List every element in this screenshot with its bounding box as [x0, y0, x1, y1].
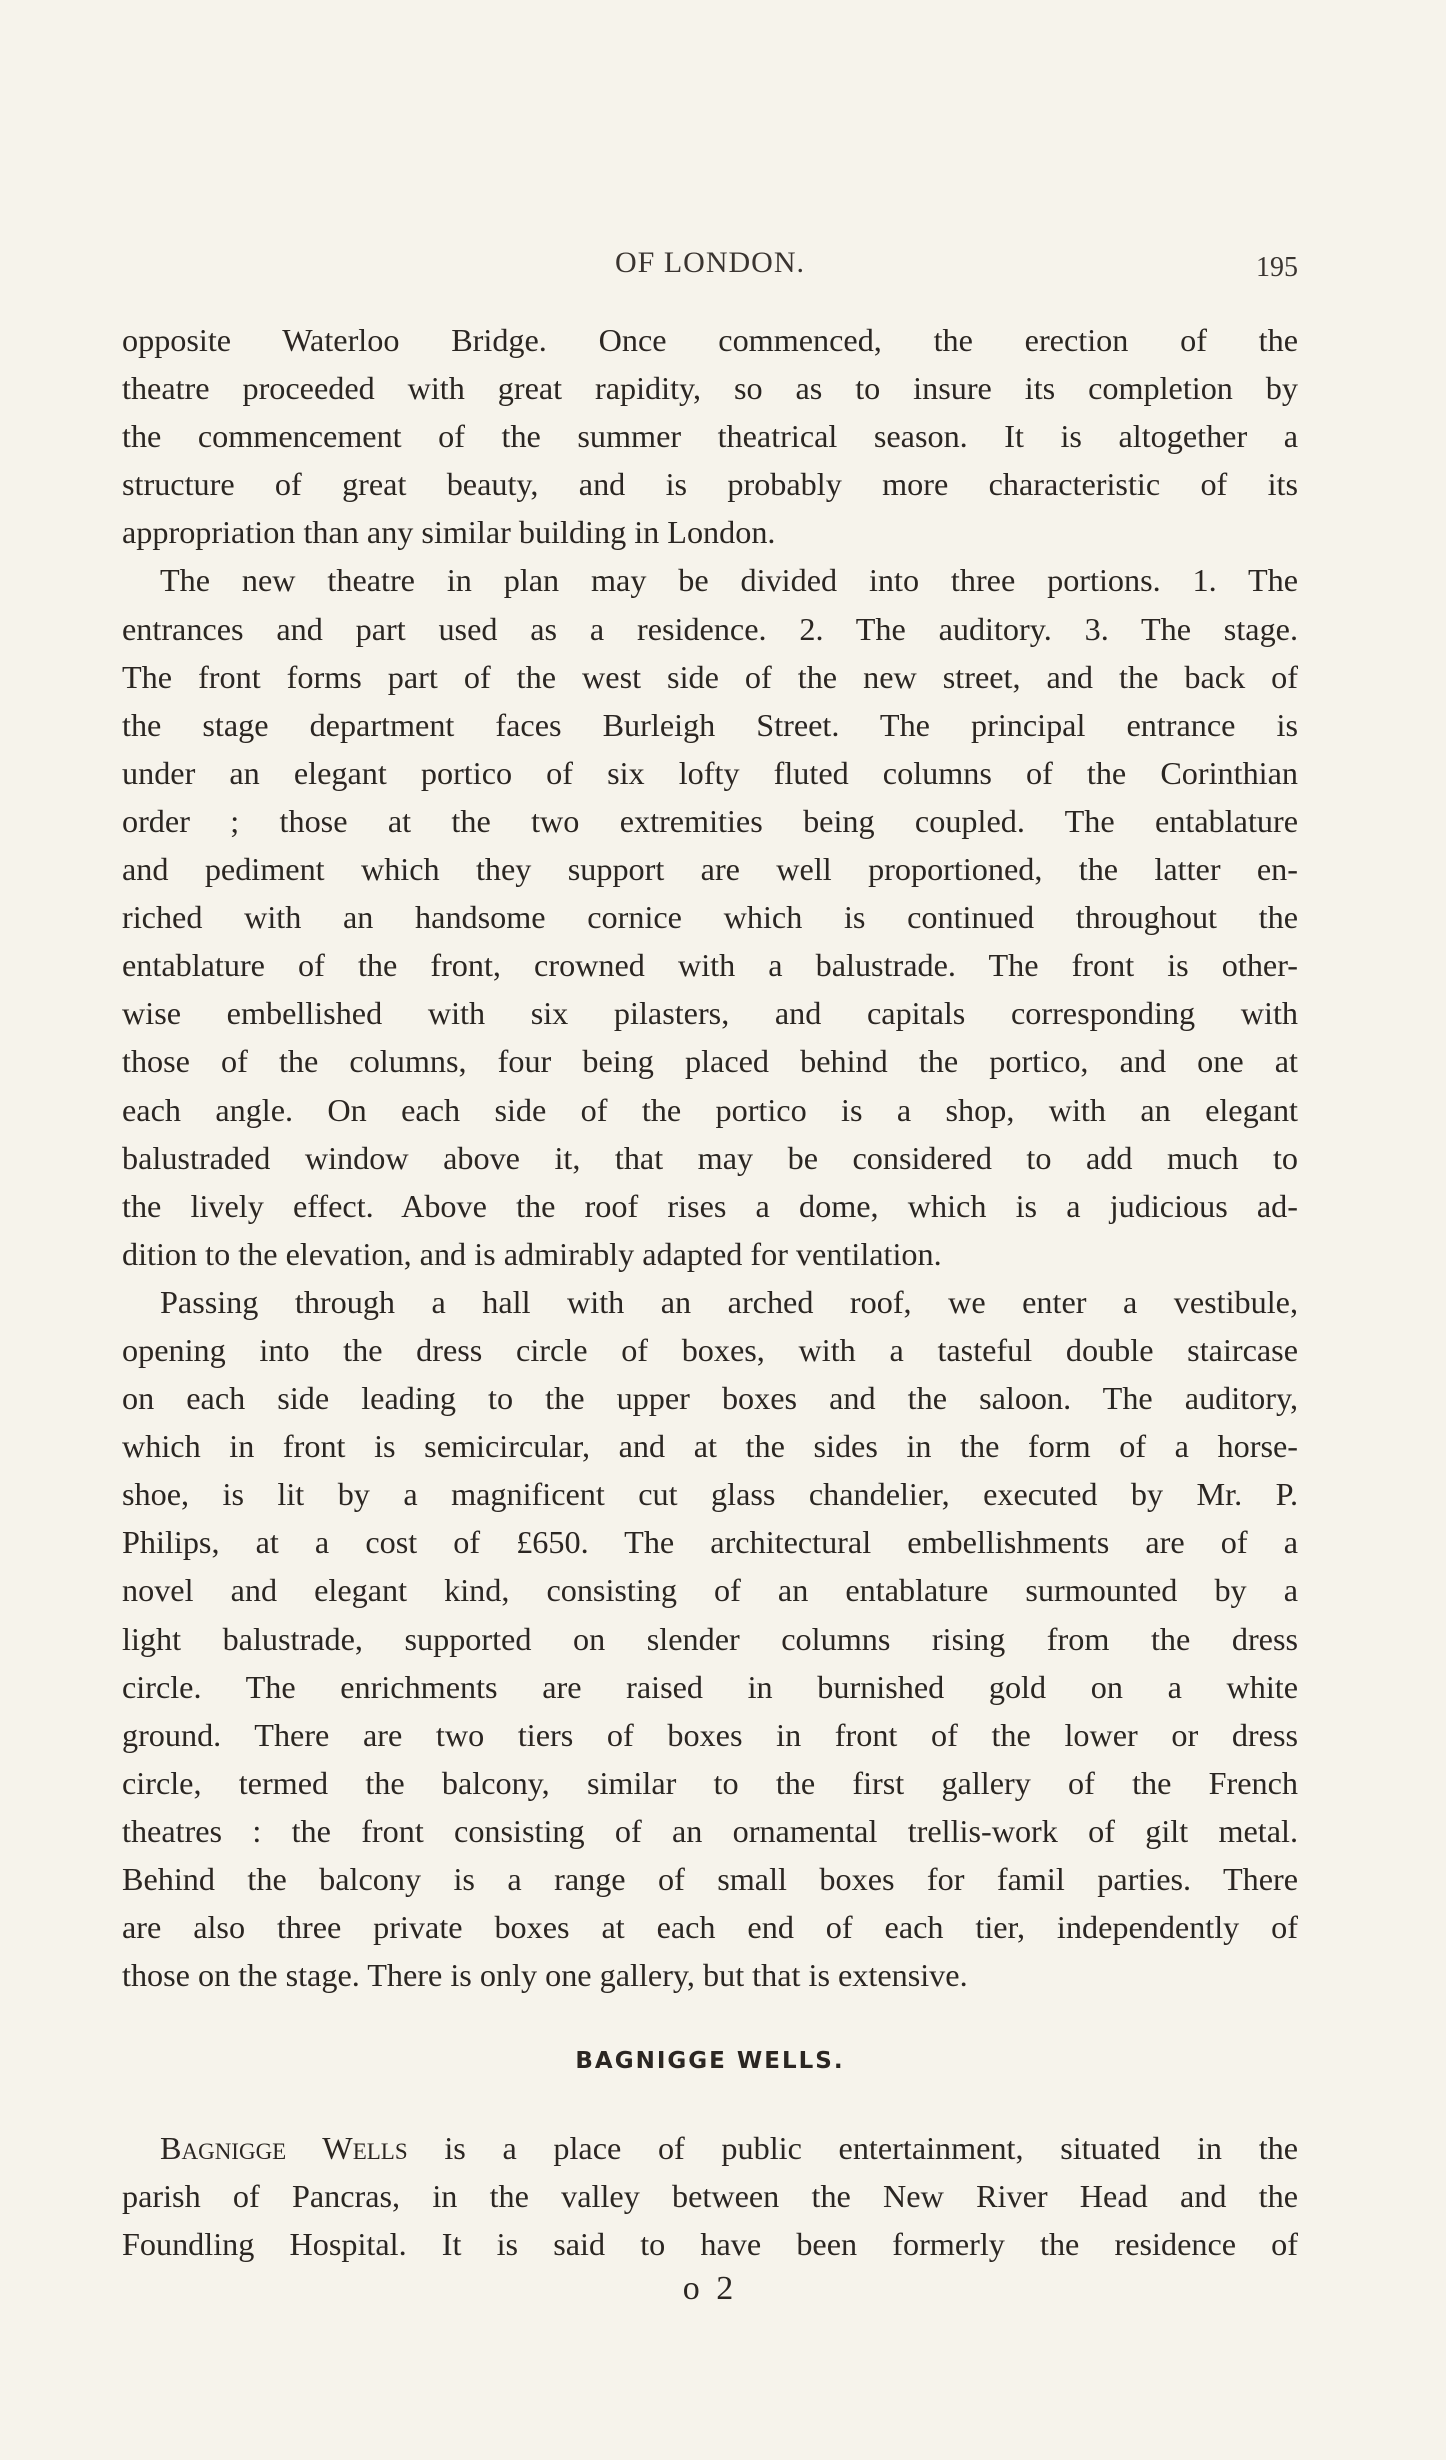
text-line: opening into the dress circle of boxes, with a tasteful double staircase — [122, 1331, 1298, 1368]
text-line: the commencement of the summer theatrical season. It is altogether a — [122, 418, 1298, 455]
text-line: Foundling Hospital. It is said to have been formerly the residence of — [122, 2226, 1298, 2263]
text-line: riched with an handsome cornice which is continued throughout the — [122, 899, 1298, 936]
text-line: circle. The enrichments are raised in burnished gold on a white — [122, 1668, 1298, 1705]
section-heading: BAGNIGGE WELLS. — [575, 2048, 845, 2074]
text-line: structure of great beauty, and is probably more characteristic of its — [122, 466, 1298, 503]
text-line: The new theatre in plan may be divided into three portions. 1. The — [160, 562, 1298, 599]
section-first-line-rest: is a place of public entertainment, situated in the — [444, 2130, 1299, 2166]
text-line: the lively effect. Above the roof rises a dome, which is a judicious ad- — [122, 1187, 1298, 1224]
text-line: circle, termed the balcony, similar to the first gallery of the French — [122, 1764, 1298, 1801]
text-line: Behind the balcony is a range of small boxes for famil parties. There — [122, 1861, 1298, 1897]
text-line: dition to the elevation, and is admirably adapted for ventilation. — [122, 1235, 942, 1272]
text-line: the stage department faces Burleigh Street. The principal entrance is — [122, 706, 1298, 743]
text-line: theatres : the front consisting of an ornamental trellis-work of gilt metal. — [122, 1812, 1298, 1849]
text-line: are also three private boxes at each end of each tier, independently of — [122, 1909, 1298, 1946]
text-line: novel and elegant kind, consisting of an entablature surmounted by a — [122, 1572, 1298, 1609]
text-line: theatre proceeded with great rapidity, so as to insure its completion by — [122, 370, 1298, 407]
section-lead-caps: Bagnigge Wells — [160, 2130, 408, 2166]
text-line: parish of Pancras, in the valley between the New River Head and the — [122, 2178, 1298, 2215]
text-line: ground. There are two tiers of boxes in front of the lower or dress — [122, 1716, 1298, 1753]
text-line: those of the columns, four being placed behind the portico, and one at — [122, 1043, 1298, 1080]
text-line: those on the stage. There is only one gallery, but that is extensive. — [122, 1957, 968, 1994]
text-line: balustraded window above it, that may be considered to add much to — [122, 1139, 1298, 1176]
text-line: appropriation than any similar building in London. — [122, 514, 776, 551]
text-line: light balustrade, supported on slender columns rising from the dress — [122, 1620, 1298, 1657]
text-line: which in front is semicircular, and at the sides in the form of a horse- — [122, 1428, 1298, 1465]
running-title: OF LONDON. — [615, 246, 805, 279]
page-number: 195 — [1256, 252, 1298, 283]
text-line: wise embellished with six pilasters, and capitals corresponding with — [122, 995, 1298, 1032]
text-line: each angle. On each side of the portico is a shop, with an elegant — [122, 1091, 1298, 1128]
text-line: Passing through a hall with an arched roof, we enter a vestibule, — [160, 1283, 1298, 1320]
text-line: under an elegant portico of six lofty fluted columns of the Corinthian — [122, 754, 1298, 791]
text-line: on each side leading to the upper boxes and the saloon. The auditory, — [122, 1380, 1298, 1417]
text-line: The front forms part of the west side of the new street, and the back of — [122, 658, 1298, 695]
text-line: opposite Waterloo Bridge. Once commenced, the erection of the — [122, 322, 1298, 358]
text-line: entablature of the front, crowned with a balustrade. The front is other- — [122, 947, 1298, 984]
text-line: Philips, at a cost of £650. The architectural embellishments are of a — [122, 1524, 1298, 1561]
running-head — [122, 246, 1298, 286]
text-line: and pediment which they support are well proportioned, the latter en- — [122, 851, 1298, 888]
text-line: shoe, is lit by a magnificent cut glass chandelier, executed by Mr. P. — [122, 1476, 1298, 1513]
signature-mark: o 2 — [682, 2270, 738, 2307]
main-text — [122, 316, 1298, 1999]
text-line: entrances and part used as a residence. 2. The auditory. 3. The stage. — [122, 610, 1298, 647]
text-line — [122, 2124, 1298, 2172]
text-line: order ; those at the two extremities being coupled. The entablature — [122, 802, 1298, 839]
section-text — [122, 2124, 1298, 2268]
